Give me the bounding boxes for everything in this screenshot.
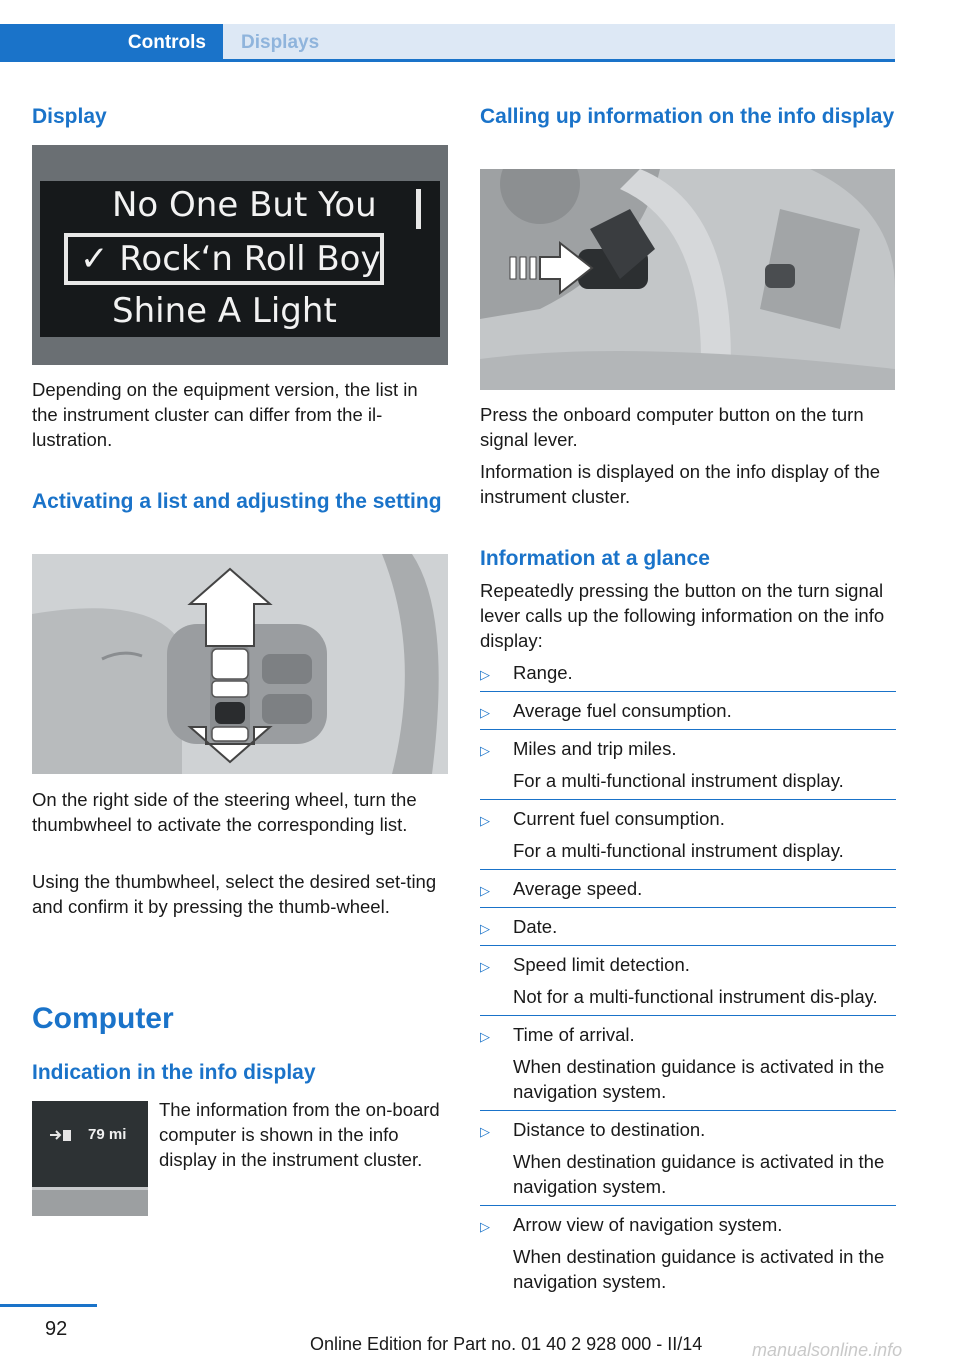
triangle-bullet-icon: ▷: [480, 1219, 490, 1234]
list-item-note: For a multi-functional instrument display.: [513, 770, 844, 791]
list-item-note: Not for a multi-functional instrument dis-play.: [513, 986, 878, 1007]
list-item-label: Distance to destination.: [513, 1119, 706, 1140]
list-item: [480, 1117, 896, 1206]
indication-heading: Indication in the info display: [32, 1061, 316, 1084]
triangle-bullet-icon: ▷: [480, 883, 490, 898]
list-item: [480, 952, 896, 1016]
watermark: manualsonline.info: [752, 1340, 903, 1360]
list-item-label: Range.: [513, 662, 573, 683]
list-item-note: For a multi-functional instrument display.: [513, 840, 844, 861]
list-item: [480, 1022, 896, 1111]
header-rule: [0, 59, 895, 62]
triangle-bullet-icon: ▷: [480, 1029, 490, 1044]
indication-paragraph: The information from the on-board computer is shown in the info display in the instrument cluster.: [159, 1099, 440, 1170]
list-separator: [480, 691, 896, 692]
list-item-label: Time of arrival.: [513, 1024, 635, 1045]
list-separator: [480, 729, 896, 730]
list-separator: [480, 869, 896, 870]
steering-wheel-figure: [32, 554, 448, 774]
glance-heading: Information at a glance: [480, 547, 710, 570]
display-paragraph: Depending on the equipment version, the list in the instrument cluster can differ from the il-lustration.: [32, 379, 418, 450]
list-separator: [480, 907, 896, 908]
list-item-note: When destination guidance is activated in the navigation system.: [513, 1056, 885, 1102]
list-item-label: Speed limit detection.: [513, 954, 690, 975]
triangle-bullet-icon: ▷: [480, 1124, 490, 1139]
computer-heading: Computer: [32, 1002, 174, 1035]
list-separator: [480, 1205, 896, 1206]
list-item-label: Average speed.: [513, 878, 643, 899]
info-display-figure: [32, 1101, 148, 1216]
activating-paragraph-2: Using the thumbwheel, select the desired set-ting and confirm it by pressing the thumb-wheel.: [32, 871, 437, 917]
tab-displays[interactable]: Displays: [223, 24, 895, 62]
triangle-bullet-icon: ▷: [480, 813, 490, 828]
triangle-bullet-icon: ▷: [480, 743, 490, 758]
list-item: [480, 1212, 896, 1294]
edition-text: Online Edition for Part no. 01 40 2 928 000 - II/14: [310, 1334, 703, 1354]
list-item: [480, 698, 896, 730]
list-item: [480, 660, 896, 692]
list-separator: [480, 1110, 896, 1111]
triangle-bullet-icon: ▷: [480, 667, 490, 682]
calling-paragraph-1: Press the onboard computer button on the turn signal lever.: [480, 404, 864, 450]
footer-rule: [0, 1304, 97, 1307]
list-item: [480, 736, 896, 800]
display-figure: [32, 145, 448, 365]
list-item-label: Average fuel consumption.: [513, 700, 732, 721]
list-item-label: Date.: [513, 916, 558, 937]
list-separator: [480, 1015, 896, 1016]
info-list: [480, 660, 896, 1294]
display-heading: Display: [32, 105, 107, 128]
header-tabs: [0, 0, 960, 64]
activating-heading: Activating a list and adjusting the setting: [32, 490, 442, 513]
display-item-3: Shine A Light: [112, 291, 337, 331]
activating-paragraph-1: On the right side of the steering wheel, turn the thumbwheel to activate the corresponding list.: [32, 789, 417, 835]
glance-paragraph: Repeatedly pressing the button on the turn signal lever calls up the following information on the info display:: [480, 580, 885, 651]
list-item: [480, 876, 896, 908]
list-item-note: When destination guidance is activated in the navigation system.: [513, 1151, 885, 1197]
triangle-bullet-icon: ▷: [480, 705, 490, 720]
list-item-label: Arrow view of navigation system.: [513, 1214, 783, 1235]
display-item-2-selected: ✓ Rock‘n Roll Boy: [80, 239, 381, 279]
display-item-1: No One But You: [112, 185, 377, 225]
list-item-label: Current fuel consumption.: [513, 808, 725, 829]
list-separator: [480, 799, 896, 800]
page-number: 92: [45, 1318, 68, 1340]
triangle-bullet-icon: ▷: [480, 959, 490, 974]
list-item: [480, 806, 896, 870]
list-item: [480, 914, 896, 946]
calling-heading: Calling up information on the info display: [480, 105, 895, 128]
info-display-value: 79 mi: [88, 1126, 127, 1143]
triangle-bullet-icon: ▷: [480, 921, 490, 936]
list-item-label: Miles and trip miles.: [513, 738, 677, 759]
list-item-note: When destination guidance is activated in the navigation system.: [513, 1246, 885, 1292]
turn-signal-figure: [480, 169, 895, 390]
list-separator: [480, 945, 896, 946]
calling-paragraph-2: Information is displayed on the info display of the instrument cluster.: [480, 461, 881, 507]
tab-controls[interactable]: Controls: [0, 24, 223, 62]
